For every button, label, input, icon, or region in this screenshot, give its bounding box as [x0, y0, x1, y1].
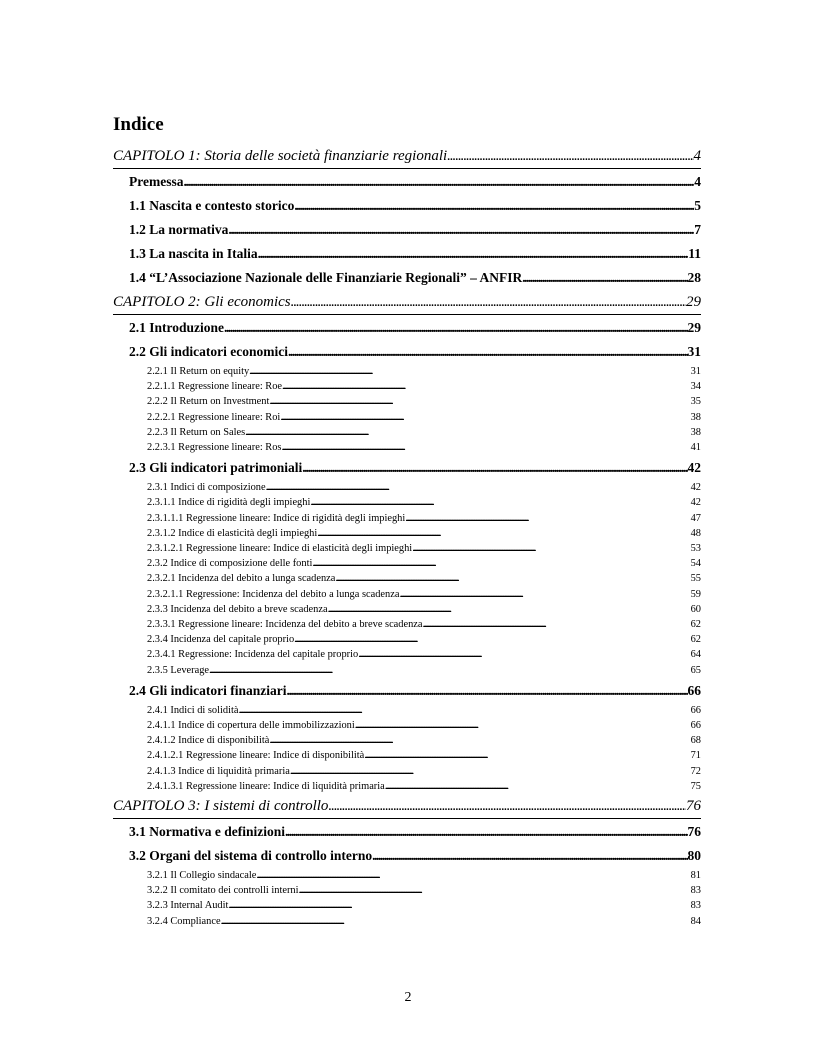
toc-entry-page: 35 [690, 396, 701, 408]
toc-subsection-entry[interactable] [113, 617, 701, 632]
toc-subsection-entry[interactable] [113, 440, 701, 455]
toc-subsection-entry[interactable] [113, 364, 701, 379]
toc-entry-label: 3.2.2 Il comitato dei controlli interni [147, 885, 299, 897]
toc-dot-leader [299, 883, 691, 898]
toc-dot-leader [221, 914, 691, 929]
toc-subsection-entry[interactable] [113, 764, 701, 779]
toc-dot-leader [399, 587, 690, 602]
toc-dot-leader [310, 495, 690, 510]
toc-dot-leader [256, 868, 690, 883]
toc-dot-leader [294, 632, 690, 647]
toc-entry-label: 2.3.2.1.1 Regressione: Incidenza del debito a lunga scadenza [147, 588, 400, 600]
toc-entry-label: CAPITOLO 2: Gli economics [113, 294, 291, 310]
toc-section-entry[interactable] [113, 316, 701, 340]
toc-entry-label: 1.4 “L’Associazione Nazionale delle Finanziarie Regionali” – ANFIR [129, 270, 523, 285]
toc-entry-page: 5 [694, 198, 701, 213]
toc-dot-leader [288, 340, 688, 364]
toc-entry-page: 41 [690, 442, 701, 454]
toc-entry-page: 53 [690, 543, 701, 555]
toc-dot-leader [249, 364, 690, 379]
toc-dot-leader [282, 379, 691, 394]
toc-entry-label: 2.2.1 Il Return on equity [147, 366, 250, 377]
toc-entry-page: 62 [690, 619, 701, 631]
toc-dot-leader [209, 663, 691, 678]
toc-entry-label: 3.2.1 Il Collegio sindacale [147, 870, 257, 882]
toc-subsection-entry[interactable] [113, 495, 701, 510]
toc-entry-page: 66 [690, 704, 701, 716]
toc-dot-leader [258, 242, 689, 266]
page-number: 2 [404, 990, 412, 1005]
toc-entry-page: 38 [690, 411, 701, 423]
toc-entry-page: 66 [690, 720, 701, 732]
toc-entry-label: 3.2 Organi del sistema di controllo interno [129, 848, 373, 864]
toc-dot-leader [269, 394, 690, 409]
toc-entry-label: 2.2 Gli indicatori economici [129, 344, 288, 359]
toc-entry-label: 2.4.1.3.1 Regressione lineare: Indice di liquidità primaria [147, 780, 385, 792]
toc-dot-leader [423, 617, 691, 632]
toc-entry-label: 2.2.2 Il Return on Investment [147, 396, 270, 408]
toc-subsection-entry[interactable] [113, 647, 701, 662]
toc-subsection-entry[interactable] [113, 733, 701, 748]
toc-entry-page: 55 [690, 573, 701, 585]
toc-dot-leader [281, 440, 690, 455]
toc-dot-leader [412, 541, 690, 556]
toc-entry-label: 1.3 La nascita in Italia [129, 246, 258, 261]
toc-dot-leader [312, 556, 690, 571]
toc-entry-page: 72 [690, 765, 701, 777]
toc-entry-label: 2.2.3.1 Regressione lineare: Ros [147, 442, 282, 454]
toc-dot-leader [294, 194, 694, 218]
toc-entry-page: 42 [687, 460, 701, 476]
toc-entry-page: 54 [690, 558, 701, 570]
toc-dot-leader [266, 480, 691, 495]
toc-entry-label: 2.4.1.3 Indice di liquidità primaria [147, 765, 290, 777]
toc-entry-label: 2.3.2 Indice di composizione delle fonti [147, 558, 313, 570]
toc-dot-leader [280, 410, 690, 425]
toc-subsection-entry[interactable] [113, 511, 701, 526]
toc-dot-leader [239, 703, 691, 718]
toc-entry-page: 34 [690, 381, 701, 393]
toc-dot-leader [287, 679, 688, 703]
toc-dot-leader [302, 456, 687, 480]
toc-section-entry[interactable] [113, 679, 701, 703]
toc-subsection-entry[interactable] [113, 718, 701, 733]
toc-dot-leader [245, 425, 690, 440]
toc-section-entry[interactable] [113, 194, 701, 218]
toc-entry-label: 2.3.1.1 Indice di rigidità degli impieghi [147, 497, 311, 509]
toc-entry-label: 2.3.3.1 Regressione lineare: Incidenza del debito a breve scadenza [147, 619, 423, 631]
toc-chapter-entry[interactable] [113, 794, 701, 819]
toc-dot-leader [328, 602, 691, 617]
toc-dot-leader [291, 290, 686, 314]
toc-subsection-entry[interactable] [113, 587, 701, 602]
toc-entry-page: 31 [687, 344, 701, 359]
toc-entry-page: 29 [687, 320, 701, 335]
toc-entry-label: 1.2 La normativa [129, 222, 229, 237]
table-of-contents [113, 144, 701, 929]
toc-entry-page: 84 [690, 915, 701, 927]
toc-subsection-entry[interactable] [113, 748, 701, 763]
toc-subsection-entry[interactable] [113, 410, 701, 425]
toc-entry-page: 4 [693, 148, 701, 164]
toc-subsection-entry[interactable] [113, 632, 701, 647]
toc-subsection-entry[interactable] [113, 425, 701, 440]
toc-entry-page: 42 [690, 482, 701, 494]
toc-entry-label: 2.2.2.1 Regressione lineare: Roi [147, 411, 281, 423]
toc-entry-page: 29 [686, 294, 701, 310]
toc-entry-page: 83 [690, 885, 701, 897]
toc-entry-label: 3.1 Normativa e definizioni [129, 824, 285, 840]
toc-entry-label: 2.3.4.1 Regressione: Incidenza del capitale proprio [147, 649, 359, 661]
toc-section-entry[interactable] [113, 170, 701, 194]
toc-entry-label: CAPITOLO 3: I sistemi di controllo [113, 798, 329, 815]
toc-entry-label: 2.3.1 Indici di composizione [147, 482, 266, 494]
toc-section-entry[interactable] [113, 218, 701, 242]
toc-dot-leader [522, 266, 687, 290]
toc-entry-label: 2.4.1.2 Indice di disponibilità [147, 735, 270, 747]
toc-entry-page: 7 [694, 222, 701, 237]
toc-dot-leader [364, 748, 690, 763]
toc-entry-label: Premessa [129, 174, 184, 189]
toc-section-entry[interactable] [113, 844, 701, 868]
toc-entry-page: 80 [687, 848, 701, 864]
toc-dot-leader [285, 820, 688, 844]
toc-dot-leader [355, 718, 691, 733]
toc-entry-label: 2.3.4 Incidenza del capitale proprio [147, 634, 295, 646]
toc-subsection-entry[interactable] [113, 883, 701, 898]
toc-entry-label: 2.3.1.2.1 Regressione lineare: Indice di elasticità degli impieghi [147, 543, 413, 555]
toc-subsection-entry[interactable] [113, 663, 701, 678]
toc-section-entry[interactable] [113, 340, 701, 364]
toc-subsection-entry[interactable] [113, 394, 701, 409]
toc-subsection-entry[interactable] [113, 571, 701, 586]
toc-entry-page: 60 [690, 603, 701, 615]
toc-subsection-entry[interactable] [113, 898, 701, 913]
toc-subsection-entry[interactable] [113, 379, 701, 394]
toc-dot-leader [405, 511, 690, 526]
toc-entry-page: 66 [687, 682, 701, 698]
toc-dot-leader [317, 526, 690, 541]
toc-entry-page: 28 [687, 270, 701, 285]
toc-entry-page: 59 [690, 588, 701, 600]
toc-entry-label: 2.4.1.2.1 Regressione lineare: Indice di disponibilità [147, 750, 365, 762]
toc-chapter-entry[interactable] [113, 144, 701, 169]
toc-dot-leader [328, 794, 686, 818]
toc-section-entry[interactable] [113, 266, 701, 290]
toc-subsection-entry[interactable] [113, 868, 701, 883]
toc-entry-page: 31 [690, 366, 701, 377]
toc-entry-page: 71 [690, 750, 701, 762]
toc-entry-page: 81 [690, 870, 701, 882]
toc-entry-page: 38 [690, 426, 701, 438]
toc-section-entry[interactable] [113, 242, 701, 266]
toc-entry-page: 64 [690, 649, 701, 661]
toc-subsection-entry[interactable] [113, 541, 701, 556]
toc-dot-leader [228, 898, 690, 913]
toc-entry-label: 2.3.5 Leverage [147, 664, 210, 676]
toc-dot-leader [224, 316, 687, 340]
toc-dot-leader [372, 844, 687, 868]
toc-entry-page: 48 [690, 527, 701, 539]
toc-entry-label: 2.3.3 Incidenza del debito a breve scadenza [147, 603, 328, 615]
toc-entry-page: 62 [690, 634, 701, 646]
toc-entry-label: 2.3 Gli indicatori patrimoniali [129, 460, 303, 476]
toc-subsection-entry[interactable] [113, 914, 701, 929]
toc-dot-leader [447, 144, 693, 168]
toc-entry-page: 75 [690, 780, 701, 792]
toc-entry-label: 2.2.1.1 Regressione lineare: Roe [147, 381, 283, 393]
toc-dot-leader [385, 779, 691, 794]
toc-entry-page: 65 [690, 664, 701, 676]
toc-dot-leader [269, 733, 690, 748]
toc-dot-leader [290, 764, 691, 779]
toc-entry-label: 2.3.2.1 Incidenza del debito a lunga scadenza [147, 573, 336, 585]
toc-subsection-entry[interactable] [113, 480, 701, 495]
toc-entry-label: CAPITOLO 1: Storia delle società finanziarie regionali [113, 148, 448, 164]
toc-subsection-entry[interactable] [113, 779, 701, 794]
toc-entry-page: 42 [690, 497, 701, 509]
toc-entry-page: 68 [690, 735, 701, 747]
toc-dot-leader [228, 218, 694, 242]
page-title: Indice [113, 114, 164, 135]
toc-entry-label: 2.3.1.2 Indice di elasticità degli impieghi [147, 527, 318, 539]
toc-subsection-entry[interactable] [113, 556, 701, 571]
toc-subsection-entry[interactable] [113, 703, 701, 718]
toc-entry-page: 83 [690, 900, 701, 912]
toc-entry-label: 2.1 Introduzione [129, 320, 225, 335]
toc-entry-label: 3.2.4 Compliance [147, 915, 221, 927]
toc-entry-label: 2.3.1.1.1 Regressione lineare: Indice di rigidità degli impieghi [147, 512, 406, 524]
toc-dot-leader [183, 170, 694, 194]
toc-subsection-entry[interactable] [113, 602, 701, 617]
toc-entry-page: 4 [694, 174, 701, 189]
toc-section-entry[interactable] [113, 456, 701, 480]
toc-entry-page: 76 [687, 824, 701, 840]
toc-subsection-entry[interactable] [113, 526, 701, 541]
toc-entry-label: 2.4 Gli indicatori finanziari [129, 682, 287, 698]
toc-section-entry[interactable] [113, 820, 701, 844]
toc-chapter-entry[interactable] [113, 290, 701, 315]
toc-entry-label: 2.4.1 Indici di solidità [147, 704, 239, 716]
toc-entry-label: 2.4.1.1 Indice di copertura delle immobilizzazioni [147, 720, 355, 732]
toc-entry-label: 3.2.3 Internal Audit [147, 900, 229, 912]
toc-entry-page: 76 [686, 798, 701, 815]
toc-entry-label: 2.2.3 Il Return on Sales [147, 426, 246, 438]
toc-dot-leader [358, 647, 690, 662]
toc-entry-page: 11 [688, 246, 701, 261]
toc-entry-page: 47 [690, 512, 701, 524]
toc-dot-leader [335, 571, 690, 586]
toc-entry-label: 1.1 Nascita e contesto storico [129, 198, 295, 213]
